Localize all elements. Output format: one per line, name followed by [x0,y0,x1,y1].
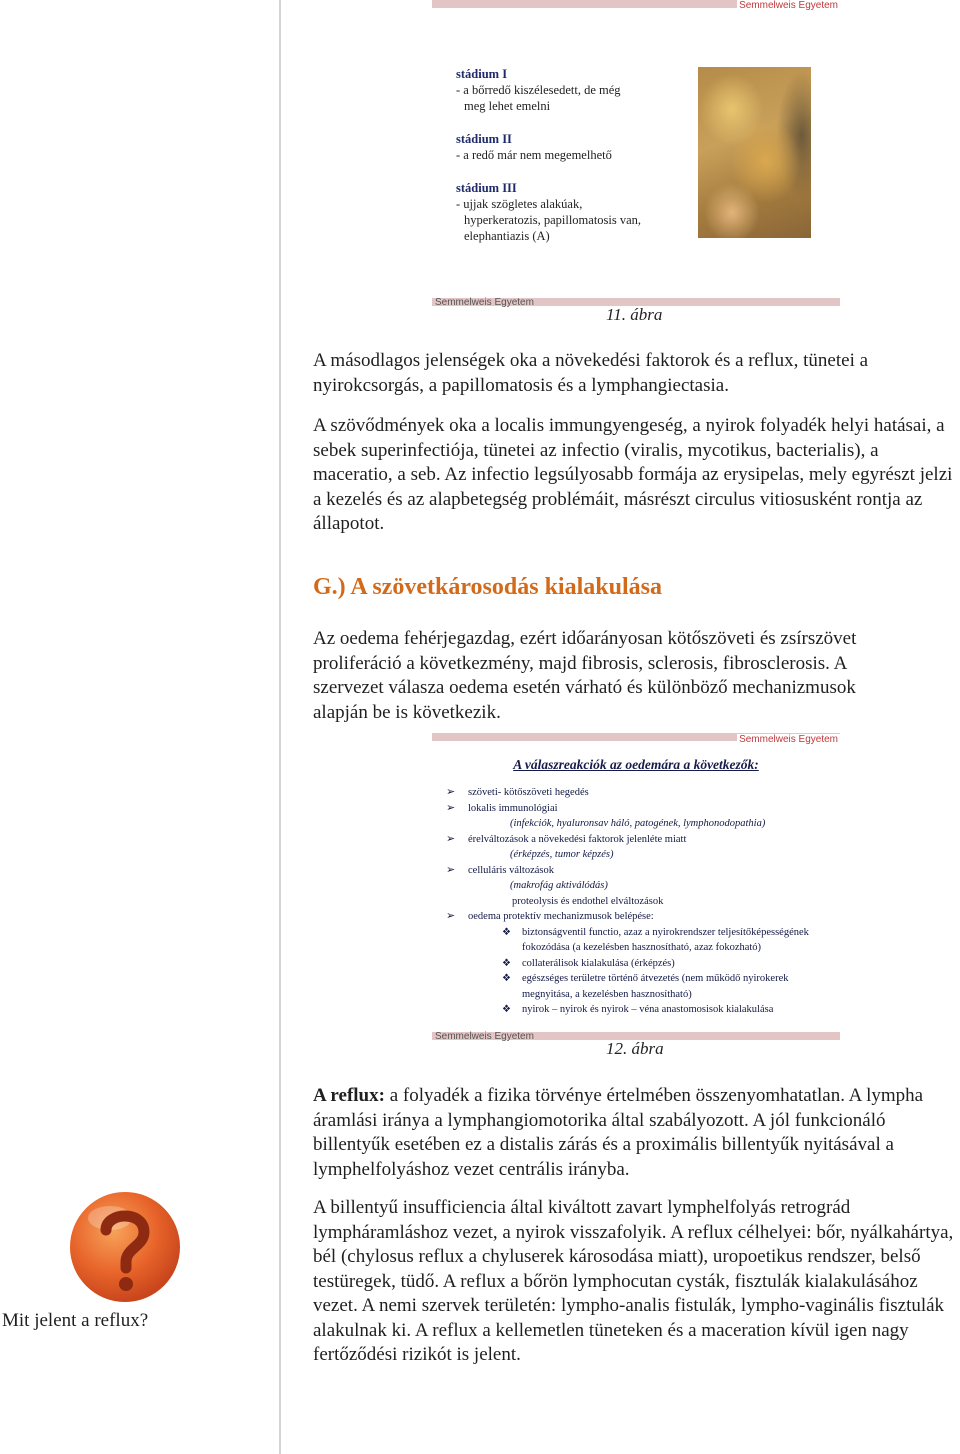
slide-footer-label: Semmelweis Egyetem [435,1031,534,1042]
page-margin-line [279,0,281,1454]
list-item: ➢ lokalis immunológiai [446,801,836,817]
paragraph-reflux-effects: A billentyű insufficiencia által kiváltott zavart lymphelfolyás retrográd lympháramláshoz vezet, a nyirok visszafolyik. A reflux célhelyei: bőr, nyálkahártya, bél (chylosus reflux a chyluserek károsodása miatt), uropoetikus rendszer, belső testüregek, tüdő. A reflux a bőrön lymphocutan cysták, fisztulák kialakulásához vezet. A nemi szervek területén: lympho-analis fistulák, lympho-vaginális fisztulák alakulnak ki. A reflux a kellemetlen tüneteken és a maceration kívül igen nagy fertőződési rizikót is jelent. [313,1197,954,1365]
list-subitem: ❖ biztonságventil functio, azaz a nyirokrendszer teljesítőképességének [446,925,836,941]
paragraph-reflux-definition [313,1084,959,1182]
list-subitem: (infekciók, hyaluronsav háló, patogének, lymphonodopathia) [510,818,766,829]
elephantiasis-photo [698,67,811,238]
slide-header-label: Semmelweis Egyetem [739,734,838,745]
reflux-definition-text: a folyadék a fizika törvénye értelmében összenyomhatatlan. A lympha áramlási iránya a lymphangiomotorika által szabályozott. A jól funkcionáló billentyűk esetében ez a distalis zárás és a proximális billentyűk nyitásával a lymphelfolyáshoz vezet centrális irányba. [313,1085,924,1180]
stage-line: - a bőrredő kiszélesedett, de még [456,83,621,97]
reflux-term: A reflux: [313,1085,385,1106]
slide-header-label: Semmelweis Egyetem [739,0,838,11]
list-item: ➢ celluláris változások [446,863,836,879]
stage-line: - ujjak szögletes alakúak, [456,197,583,211]
slide-footer-label: Semmelweis Egyetem [435,297,534,308]
stage-line: - a redő már nem megemelhető [456,148,612,162]
list-subitem: ❖ collaterálisok kialakulása (érképzés) [446,956,836,972]
slide-11-figure [432,0,842,308]
stage-line: meg lehet emelni [464,99,551,113]
paragraph-secondary-symptoms: A másodlagos jelenségek oka a növekedési faktorok és a reflux, tünetei a nyirokcsorgás, a papillomatosis és a lymphangiectasia. [313,350,869,396]
figure-caption-12: 12. ábra [606,1039,664,1058]
response-list [446,785,836,1018]
figure-caption-11: 11. ábra [606,305,663,324]
stage-3 [456,180,696,244]
stage-2 [456,131,696,163]
list-subitem-continued: fokozódása (a kezelésben hasznosítható, azaz fokozható) [522,942,762,953]
list-subitem: ❖ egészséges területre történő átvezetés (nem működő nyirokerek [446,971,836,987]
question-mark-icon [68,1190,182,1304]
list-subitem: (érképzés, tumor képzés) [510,849,614,860]
section-heading: G.) A szövetkárosodás kialakulása [313,574,662,600]
stage-line: elephantiazis (A) [464,229,550,243]
stage-line: hyperkeratozis, papillomatosis van, [464,213,642,227]
list-subitem: (makrofág aktiválódás) [510,880,608,891]
sidebar-question: Mit jelent a reflux? [2,1310,149,1331]
list-item: ➢ oedema protektív mechanizmusok belépése: [446,909,836,925]
list-subitem: ❖ nyirok – nyirok és nyirok – véna anastomosisok kialakulása [446,1002,836,1018]
slide-12-figure [432,733,842,1045]
stage-1 [456,66,696,114]
list-item: ➢ szöveti- kötőszöveti hegedés [446,785,836,801]
list-subitem-continued: megnyitása, a kezelésben hasznosítható) [522,988,692,1000]
stage-title: stádium II [456,132,512,146]
stage-title: stádium I [456,67,508,81]
paragraph-complications: A szövődmények oka a localis immungyengeség, a nyirok folyadék helyi hatásai, a sebek superinfectiója, tünetei az infectio (viralis, mycotikus, bacterialis), a maceratio, a seb. Az infectio legsúlyosabb formája az erysipelas, mely egyrészt jelzi a kezelés és az alapbetegség problémáit, másrészt circulus vitiosusként rontja az állapotot. [313,415,953,534]
stage-title: stádium III [456,181,517,195]
slide-title: A válaszreakciók az oedemára a következők: [513,757,759,772]
list-subitem: proteolysis és endothel elváltozások [512,895,664,907]
list-item: ➢ érelváltozások a növekedési faktorok jelenléte miatt [446,832,836,848]
paragraph-tissue-damage: Az oedema fehérjegazdag, ezért időarányosan kötőszöveti és zsírszövet proliferáció a következmény, majd fibrosis, sclerosis, fibrosclerosis. A szervezet válasza oedema esetén várható és különböző mechanizmusok alapján be is következik. [313,628,857,723]
